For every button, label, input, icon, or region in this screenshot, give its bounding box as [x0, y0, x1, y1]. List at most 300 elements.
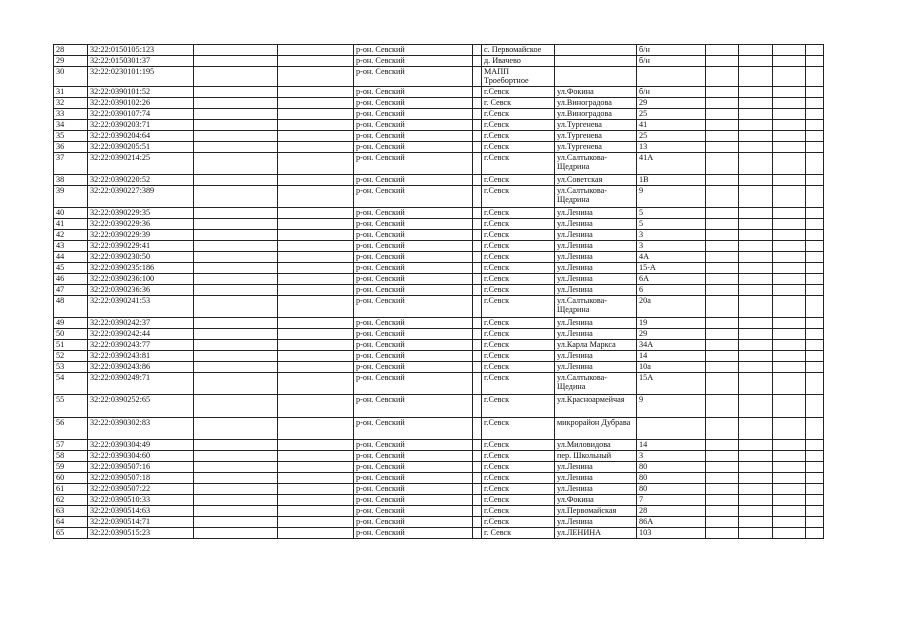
empty-cell: [739, 440, 773, 451]
empty-cell: [773, 506, 806, 517]
street-cell: ул.Ленина: [555, 263, 637, 274]
empty-cell: [739, 263, 773, 274]
empty-cell: [706, 131, 739, 142]
table-row: [54, 230, 824, 241]
settlement-cell: г.Севск: [482, 296, 555, 318]
empty-cell: [706, 186, 739, 208]
street-cell: ул.Ленина: [555, 462, 637, 473]
cadastral-number-cell: 32:22:0150105:123: [88, 45, 194, 56]
empty-cell: [706, 395, 739, 418]
settlement-cell: г.Севск: [482, 131, 555, 142]
district-cell: р-он. Севский: [354, 120, 473, 131]
district-cell: р-он. Севский: [354, 528, 473, 539]
empty-cell: [739, 56, 773, 67]
empty-cell: [706, 56, 739, 67]
empty-cell: [706, 362, 739, 373]
street-cell: [555, 56, 637, 67]
district-cell: р-он. Севский: [354, 340, 473, 351]
empty-cell: [806, 329, 824, 340]
empty-cell: [473, 462, 482, 473]
cadastral-number-cell: 32:22:0390515:23: [88, 528, 194, 539]
empty-cell: [278, 329, 354, 340]
empty-cell: [773, 241, 806, 252]
empty-cell: [806, 318, 824, 329]
street-cell: ул.Салтыкова-Щедина: [555, 373, 637, 395]
empty-cell: [473, 373, 482, 395]
table-row: [54, 219, 824, 230]
district-cell: р-он. Севский: [354, 318, 473, 329]
empty-cell: [706, 340, 739, 351]
empty-cell: [194, 56, 278, 67]
house-number-cell: б/н: [637, 87, 706, 98]
street-cell: ул.Ленина: [555, 219, 637, 230]
empty-cell: [473, 329, 482, 340]
row-number-cell: 29: [54, 56, 88, 67]
empty-cell: [773, 87, 806, 98]
empty-cell: [806, 87, 824, 98]
house-number-cell: 5: [637, 219, 706, 230]
empty-cell: [194, 87, 278, 98]
empty-cell: [706, 87, 739, 98]
empty-cell: [473, 208, 482, 219]
street-cell: ул.Советская: [555, 175, 637, 186]
empty-cell: [806, 462, 824, 473]
empty-cell: [194, 98, 278, 109]
empty-cell: [473, 98, 482, 109]
row-number-cell: 48: [54, 296, 88, 318]
row-number-cell: 63: [54, 506, 88, 517]
empty-cell: [278, 462, 354, 473]
empty-cell: [278, 285, 354, 296]
table-row: [54, 506, 824, 517]
cadastral-number-cell: 32:22:0390304:60: [88, 451, 194, 462]
district-cell: р-он. Севский: [354, 67, 473, 87]
empty-cell: [706, 462, 739, 473]
settlement-cell: г.Севск: [482, 351, 555, 362]
empty-cell: [473, 418, 482, 440]
empty-cell: [706, 296, 739, 318]
district-cell: р-он. Севский: [354, 473, 473, 484]
empty-cell: [806, 528, 824, 539]
table-row: [54, 329, 824, 340]
cadastral-number-cell: 32:22:0230101:195: [88, 67, 194, 87]
empty-cell: [706, 120, 739, 131]
empty-cell: [773, 45, 806, 56]
table-row: [54, 451, 824, 462]
empty-cell: [806, 351, 824, 362]
document-sheet: [53, 44, 824, 539]
table-row: [54, 142, 824, 153]
house-number-cell: б/н: [637, 45, 706, 56]
empty-cell: [773, 208, 806, 219]
empty-cell: [473, 142, 482, 153]
row-number-cell: 39: [54, 186, 88, 208]
cadastral-number-cell: 32:22:0390243:81: [88, 351, 194, 362]
cadastral-number-cell: 32:22:0390101:52: [88, 87, 194, 98]
house-number-cell: 3: [637, 241, 706, 252]
table-row: [54, 473, 824, 484]
empty-cell: [806, 263, 824, 274]
settlement-cell: г.Севск: [482, 395, 555, 418]
empty-cell: [194, 274, 278, 285]
empty-cell: [194, 473, 278, 484]
empty-cell: [739, 142, 773, 153]
empty-cell: [806, 120, 824, 131]
street-cell: ул.Миловидова: [555, 440, 637, 451]
street-cell: ул.Первомайская: [555, 506, 637, 517]
empty-cell: [194, 462, 278, 473]
empty-cell: [739, 120, 773, 131]
house-number-cell: 29: [637, 329, 706, 340]
street-cell: ул.Ленина: [555, 285, 637, 296]
empty-cell: [739, 373, 773, 395]
street-cell: ул.Ленина: [555, 241, 637, 252]
settlement-cell: г.Севск: [482, 373, 555, 395]
empty-cell: [739, 462, 773, 473]
row-number-cell: 33: [54, 109, 88, 120]
empty-cell: [473, 230, 482, 241]
table-row: [54, 517, 824, 528]
empty-cell: [194, 362, 278, 373]
empty-cell: [473, 263, 482, 274]
empty-cell: [706, 252, 739, 263]
table-row: [54, 440, 824, 451]
empty-cell: [473, 153, 482, 175]
empty-cell: [773, 230, 806, 241]
empty-cell: [278, 440, 354, 451]
empty-cell: [194, 186, 278, 208]
cadastral-number-cell: 32:22:0390229:36: [88, 219, 194, 230]
settlement-cell: МАПП Троебортное: [482, 67, 555, 87]
settlement-cell: г.Севск: [482, 484, 555, 495]
cadastral-number-cell: 32:22:0390235:186: [88, 263, 194, 274]
street-cell: ул.Салтыкова-Щедрина: [555, 153, 637, 175]
house-number-cell: 20а: [637, 296, 706, 318]
empty-cell: [739, 186, 773, 208]
empty-cell: [706, 109, 739, 120]
empty-cell: [706, 67, 739, 87]
empty-cell: [473, 67, 482, 87]
empty-cell: [739, 484, 773, 495]
row-number-cell: 52: [54, 351, 88, 362]
empty-cell: [806, 45, 824, 56]
cadastral-number-cell: 32:22:0390107:74: [88, 109, 194, 120]
table-row: [54, 495, 824, 506]
empty-cell: [739, 252, 773, 263]
empty-cell: [739, 285, 773, 296]
empty-cell: [773, 318, 806, 329]
table-row: [54, 340, 824, 351]
cadastral-number-cell: 32:22:0390243:77: [88, 340, 194, 351]
row-number-cell: 57: [54, 440, 88, 451]
empty-cell: [473, 186, 482, 208]
district-cell: р-он. Севский: [354, 142, 473, 153]
empty-cell: [194, 296, 278, 318]
table-row: [54, 252, 824, 263]
row-number-cell: 34: [54, 120, 88, 131]
empty-cell: [278, 153, 354, 175]
empty-cell: [773, 362, 806, 373]
empty-cell: [739, 219, 773, 230]
settlement-cell: г.Севск: [482, 451, 555, 462]
row-number-cell: 51: [54, 340, 88, 351]
district-cell: р-он. Севский: [354, 263, 473, 274]
table-row: [54, 351, 824, 362]
row-number-cell: 50: [54, 329, 88, 340]
registry-body: [54, 45, 824, 539]
empty-cell: [194, 451, 278, 462]
row-number-cell: 32: [54, 98, 88, 109]
empty-cell: [473, 318, 482, 329]
settlement-cell: с. Первомайское: [482, 45, 555, 56]
empty-cell: [706, 230, 739, 241]
empty-cell: [473, 175, 482, 186]
cadastral-number-cell: 32:22:0390507:18: [88, 473, 194, 484]
table-row: [54, 67, 824, 87]
district-cell: р-он. Севский: [354, 109, 473, 120]
cadastral-number-cell: 32:22:0390510:33: [88, 495, 194, 506]
cadastral-number-cell: 32:22:0390249:71: [88, 373, 194, 395]
empty-cell: [473, 274, 482, 285]
row-number-cell: 30: [54, 67, 88, 87]
house-number-cell: 41А: [637, 153, 706, 175]
row-number-cell: 42: [54, 230, 88, 241]
district-cell: р-он. Севский: [354, 285, 473, 296]
empty-cell: [278, 318, 354, 329]
house-number-cell: 86А: [637, 517, 706, 528]
row-number-cell: 54: [54, 373, 88, 395]
district-cell: р-он. Севский: [354, 98, 473, 109]
district-cell: р-он. Севский: [354, 45, 473, 56]
row-number-cell: 49: [54, 318, 88, 329]
empty-cell: [278, 274, 354, 285]
empty-cell: [194, 495, 278, 506]
empty-cell: [278, 362, 354, 373]
empty-cell: [739, 495, 773, 506]
empty-cell: [278, 230, 354, 241]
empty-cell: [806, 153, 824, 175]
empty-cell: [739, 109, 773, 120]
street-cell: [555, 67, 637, 87]
district-cell: р-он. Севский: [354, 462, 473, 473]
empty-cell: [278, 340, 354, 351]
empty-cell: [278, 418, 354, 440]
empty-cell: [194, 175, 278, 186]
empty-cell: [773, 131, 806, 142]
empty-cell: [773, 451, 806, 462]
district-cell: р-он. Севский: [354, 230, 473, 241]
empty-cell: [706, 274, 739, 285]
empty-cell: [194, 208, 278, 219]
empty-cell: [739, 87, 773, 98]
table-row: [54, 98, 824, 109]
settlement-cell: г.Севск: [482, 329, 555, 340]
empty-cell: [806, 451, 824, 462]
empty-cell: [194, 131, 278, 142]
empty-cell: [278, 175, 354, 186]
cadastral-number-cell: 32:22:0390230:50: [88, 252, 194, 263]
table-row: [54, 45, 824, 56]
row-number-cell: 37: [54, 153, 88, 175]
empty-cell: [806, 362, 824, 373]
empty-cell: [773, 395, 806, 418]
street-cell: пер. Школьный: [555, 451, 637, 462]
house-number-cell: 80: [637, 473, 706, 484]
empty-cell: [473, 120, 482, 131]
street-cell: ул.ЛЕНИНА: [555, 528, 637, 539]
empty-cell: [706, 153, 739, 175]
empty-cell: [194, 252, 278, 263]
empty-cell: [706, 318, 739, 329]
house-number-cell: 19: [637, 318, 706, 329]
empty-cell: [194, 120, 278, 131]
street-cell: ул.Ленина: [555, 473, 637, 484]
empty-cell: [473, 296, 482, 318]
cadastral-number-cell: 32:22:0390229:39: [88, 230, 194, 241]
table-row: [54, 296, 824, 318]
empty-cell: [706, 98, 739, 109]
row-number-cell: 55: [54, 395, 88, 418]
empty-cell: [706, 418, 739, 440]
empty-cell: [706, 219, 739, 230]
empty-cell: [278, 219, 354, 230]
row-number-cell: 45: [54, 263, 88, 274]
empty-cell: [806, 56, 824, 67]
empty-cell: [806, 473, 824, 484]
house-number-cell: 103: [637, 528, 706, 539]
empty-cell: [773, 495, 806, 506]
empty-cell: [473, 440, 482, 451]
empty-cell: [473, 495, 482, 506]
table-row: [54, 120, 824, 131]
empty-cell: [773, 285, 806, 296]
empty-cell: [473, 473, 482, 484]
empty-cell: [278, 142, 354, 153]
house-number-cell: [637, 67, 706, 87]
empty-cell: [739, 153, 773, 175]
empty-cell: [773, 418, 806, 440]
house-number-cell: 80: [637, 462, 706, 473]
house-number-cell: 15А: [637, 373, 706, 395]
table-row: [54, 241, 824, 252]
empty-cell: [278, 87, 354, 98]
cadastral-number-cell: 32:22:0390236:36: [88, 285, 194, 296]
table-row: [54, 373, 824, 395]
empty-cell: [278, 473, 354, 484]
table-row: [54, 208, 824, 219]
house-number-cell: [637, 418, 706, 440]
table-row: [54, 528, 824, 539]
table-row: [54, 153, 824, 175]
cadastral-number-cell: 32:22:0390214:25: [88, 153, 194, 175]
row-number-cell: 61: [54, 484, 88, 495]
empty-cell: [706, 440, 739, 451]
district-cell: р-он. Севский: [354, 451, 473, 462]
house-number-cell: 14: [637, 351, 706, 362]
table-row: [54, 131, 824, 142]
empty-cell: [278, 208, 354, 219]
empty-cell: [773, 252, 806, 263]
street-cell: ул.Ленина: [555, 230, 637, 241]
district-cell: р-он. Севский: [354, 506, 473, 517]
empty-cell: [739, 451, 773, 462]
district-cell: р-он. Севский: [354, 241, 473, 252]
table-row: [54, 274, 824, 285]
cadastral-number-cell: 32:22:0390507:16: [88, 462, 194, 473]
empty-cell: [278, 67, 354, 87]
table-row: [54, 285, 824, 296]
empty-cell: [473, 252, 482, 263]
table-row: [54, 87, 824, 98]
empty-cell: [706, 495, 739, 506]
empty-cell: [773, 462, 806, 473]
empty-cell: [739, 329, 773, 340]
empty-cell: [278, 56, 354, 67]
street-cell: ул.Ленина: [555, 329, 637, 340]
empty-cell: [706, 142, 739, 153]
house-number-cell: 29: [637, 98, 706, 109]
empty-cell: [194, 241, 278, 252]
empty-cell: [706, 451, 739, 462]
empty-cell: [706, 263, 739, 274]
empty-cell: [806, 98, 824, 109]
row-number-cell: 36: [54, 142, 88, 153]
cadastral-number-cell: 32:22:0390252:65: [88, 395, 194, 418]
table-row: [54, 362, 824, 373]
empty-cell: [473, 131, 482, 142]
settlement-cell: г.Севск: [482, 517, 555, 528]
settlement-cell: г.Севск: [482, 252, 555, 263]
row-number-cell: 47: [54, 285, 88, 296]
empty-cell: [473, 395, 482, 418]
cadastral-number-cell: 32:22:0390102:26: [88, 98, 194, 109]
row-number-cell: 40: [54, 208, 88, 219]
empty-cell: [739, 208, 773, 219]
empty-cell: [473, 219, 482, 230]
empty-cell: [194, 329, 278, 340]
street-cell: ул.Ленина: [555, 517, 637, 528]
empty-cell: [473, 451, 482, 462]
empty-cell: [806, 285, 824, 296]
house-number-cell: 4А: [637, 252, 706, 263]
empty-cell: [806, 340, 824, 351]
district-cell: р-он. Севский: [354, 175, 473, 186]
empty-cell: [278, 296, 354, 318]
row-number-cell: 28: [54, 45, 88, 56]
empty-cell: [806, 440, 824, 451]
empty-cell: [806, 131, 824, 142]
empty-cell: [278, 373, 354, 395]
empty-cell: [739, 45, 773, 56]
table-row: [54, 418, 824, 440]
empty-cell: [278, 263, 354, 274]
empty-cell: [278, 395, 354, 418]
empty-cell: [706, 473, 739, 484]
empty-cell: [473, 109, 482, 120]
empty-cell: [278, 495, 354, 506]
empty-cell: [806, 517, 824, 528]
district-cell: р-он. Севский: [354, 495, 473, 506]
empty-cell: [806, 373, 824, 395]
row-number-cell: 58: [54, 451, 88, 462]
settlement-cell: г.Севск: [482, 230, 555, 241]
street-cell: ул.Ленина: [555, 208, 637, 219]
district-cell: р-он. Севский: [354, 484, 473, 495]
empty-cell: [278, 109, 354, 120]
empty-cell: [278, 517, 354, 528]
row-number-cell: 59: [54, 462, 88, 473]
empty-cell: [473, 517, 482, 528]
